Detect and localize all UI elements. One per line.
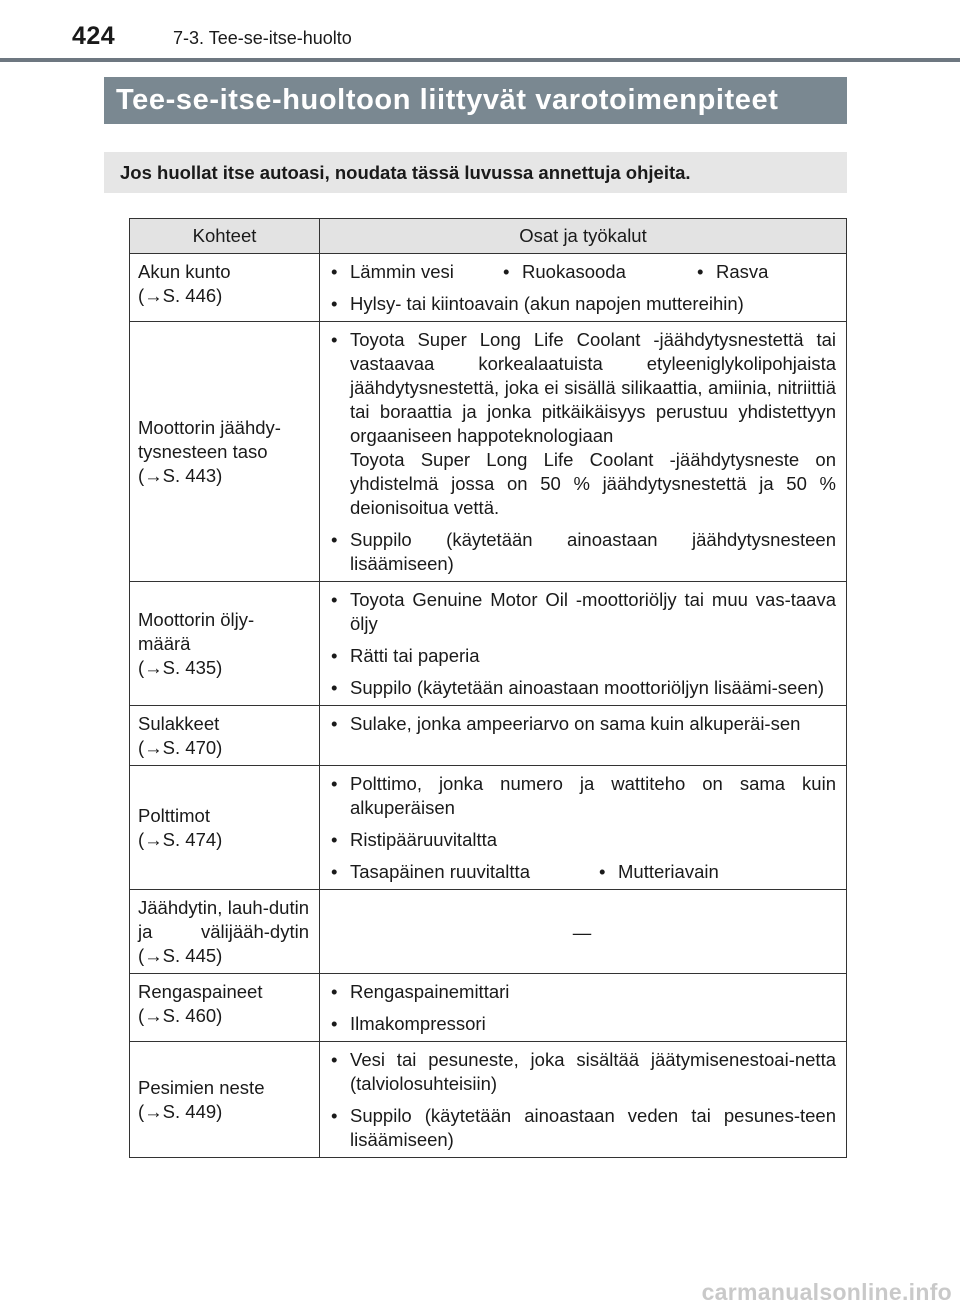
tool-item: • Suppilo (käytetään ainoastaan moottoriöljyn lisäämi-seen): [328, 676, 836, 700]
item-line: Moottorin öljy-: [138, 609, 255, 630]
item-line: Polttimot: [138, 805, 210, 826]
header-rule: [0, 58, 960, 62]
item-text: Jäähdytin, lauh-dutin ja välijääh-dytin (→S. 445): [138, 897, 309, 966]
tool-inline-list: [328, 260, 836, 284]
tool-item: • Vesi tai pesuneste, joka sisältää jäätymisenestoai-netta (talviolosuhteisiin): [328, 1048, 836, 1096]
item-ref: (→S. 460): [138, 1005, 223, 1026]
tool-item: • Toyota Genuine Motor Oil -moottoriöljy tai muu vas-taava öljy: [328, 588, 836, 636]
coolant-spec: • Toyota Super Long Life Coolant -jäähdytysnestettä tai vastaavaa korkealaatuista etyleeniglykolipohjaista jäähdytysnestettä, joka ei sisällä silikaattia, amiinia, nitriittiä tai boraattia ja jonka pitkäikäisyys perustuu yhdistettyyn orgaaniseen happoteknologiaan: [350, 329, 836, 446]
item-line: Pesimien neste: [138, 1077, 265, 1098]
tool-list: [328, 1048, 836, 1152]
item-ref: (→S. 470): [138, 737, 223, 758]
table-row: [130, 766, 847, 890]
tool-list: [328, 712, 836, 736]
item-cell: [130, 766, 320, 890]
item-cell: [130, 706, 320, 766]
tool-item: • Mutteriavain: [596, 860, 719, 884]
tool-item: • Tasapäinen ruuvitaltta: [328, 860, 596, 884]
item-cell: [130, 322, 320, 582]
header-items: Kohteet: [130, 219, 320, 254]
empty-dash: —: [572, 921, 592, 943]
tool-item: • Ruokasooda: [500, 260, 694, 284]
tools-cell: [320, 974, 847, 1042]
table-header-row: [130, 219, 847, 254]
header-tools: Osat ja työkalut: [320, 219, 847, 254]
tool-item: • Sulake, jonka ampeeriarvo on sama kuin alkuperäi-sen: [328, 712, 836, 736]
item-cell: [130, 974, 320, 1042]
table-row: [130, 706, 847, 766]
item-line: Sulakkeet: [138, 713, 220, 734]
table-row: [130, 974, 847, 1042]
tool-item: [328, 328, 836, 520]
tools-cell: [320, 322, 847, 582]
tool-item: • Rätti tai paperia: [328, 644, 836, 668]
tool-list: [328, 328, 836, 576]
intro-text: Jos huollat itse autoasi, noudata tässä luvussa annettuja ohjeita.: [104, 152, 847, 193]
item-cell: [130, 890, 320, 974]
table-row: [130, 254, 847, 322]
item-ref: (→S. 474): [138, 829, 223, 850]
tool-item: • Ilmakompressori: [328, 1012, 836, 1036]
table-row: [130, 1042, 847, 1158]
tools-cell: [320, 1042, 847, 1158]
item-ref: (→S. 435): [138, 657, 223, 678]
maintenance-table: [129, 218, 847, 1158]
item-line: määrä: [138, 633, 191, 654]
section-label: 7-3. Tee-se-itse-huolto: [173, 28, 352, 48]
watermark: carmanualsonline.info: [701, 1279, 952, 1305]
table-row: [130, 582, 847, 706]
item-line: Akun kunto: [138, 261, 231, 282]
item-cell: [130, 1042, 320, 1158]
tools-cell: [320, 254, 847, 322]
tools-cell: [320, 582, 847, 706]
item-line: Moottorin jäähdy-: [138, 417, 281, 438]
tool-item: • Rengaspainemittari: [328, 980, 836, 1004]
tool-list: [328, 588, 836, 700]
item-ref: (→S. 443): [138, 465, 223, 486]
tool-item: • Hylsy- tai kiintoavain (akun napojen muttereihin): [328, 292, 836, 316]
tool-item: • Suppilo (käytetään ainoastaan jäähdytysnesteen lisäämiseen): [328, 528, 836, 576]
tool-list: [328, 292, 836, 316]
table-row: [130, 322, 847, 582]
item-line: tysnesteen taso: [138, 441, 268, 462]
coolant-mix: Toyota Super Long Life Coolant -jäähdytysneste on yhdistelmä jossa on 50 % jäähdytysnestettä ja 50 % deionisoitua vettä.: [350, 449, 836, 518]
tools-cell: [320, 890, 847, 974]
table-row: [130, 890, 847, 974]
item-ref: (→S. 449): [138, 1101, 223, 1122]
item-cell: [130, 254, 320, 322]
tool-inline-list: [328, 860, 836, 884]
tool-item: • Polttimo, jonka numero ja wattiteho on sama kuin alkuperäisen: [328, 772, 836, 820]
page-title: Tee-se-itse-huoltoon liittyvät varotoimenpiteet: [104, 77, 847, 124]
tool-list: [328, 772, 836, 852]
item-line: Rengaspaineet: [138, 981, 263, 1002]
item-cell: [130, 582, 320, 706]
tool-list: [328, 980, 836, 1036]
tools-cell: [320, 766, 847, 890]
page-number: 424: [72, 22, 116, 50]
item-ref: (→S. 446): [138, 285, 223, 306]
tool-item: • Ristipääruuvitaltta: [328, 828, 836, 852]
tool-item: • Lämmin vesi: [328, 260, 500, 284]
tool-item: • Rasva: [694, 260, 768, 284]
tool-item: • Suppilo (käytetään ainoastaan veden tai pesunes-teen lisäämiseen): [328, 1104, 836, 1152]
tools-cell: [320, 706, 847, 766]
